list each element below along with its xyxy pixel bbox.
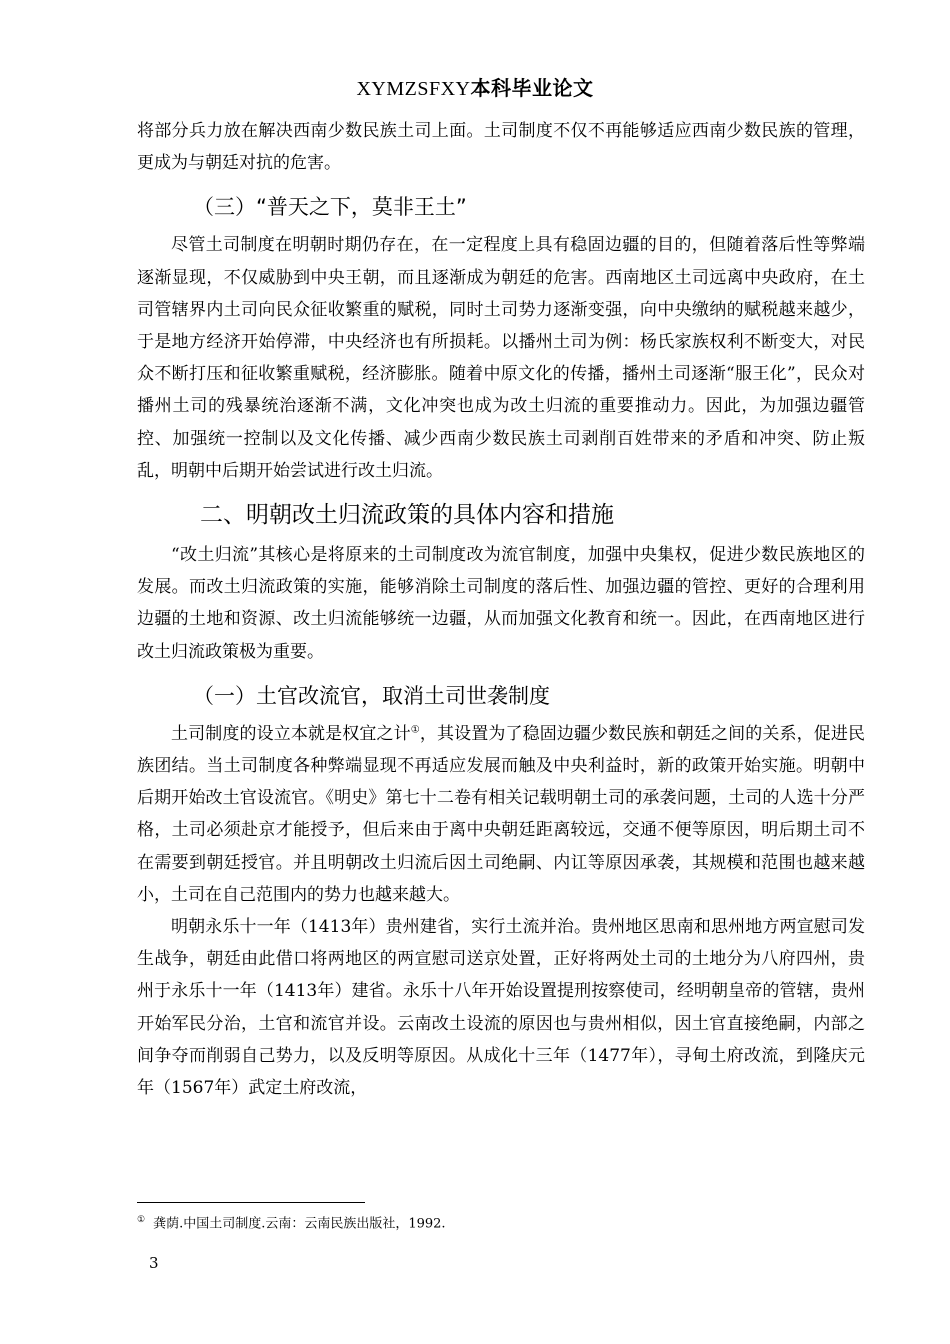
- section-heading-san: （三）“普天之下，莫非王土”: [193, 195, 467, 220]
- footnote: [137, 1211, 446, 1233]
- footnote-separator: [137, 1202, 365, 1203]
- body-content: [137, 115, 865, 1104]
- running-header: [0, 72, 950, 101]
- section-heading-yi: （一）土官改流官，取消土司世袭制度: [193, 683, 550, 708]
- paragraph-continuation: 将部分兵力放在解决西南少数民族土司上面。土司制度不仅不再能够适应西南少数民族的管理，更成为与朝廷对抗的危害。: [137, 121, 865, 174]
- header-cjk: 本科毕业论文: [470, 76, 594, 100]
- paragraph-gaitu-core: “改土归流”其核心是将原来的土司制度改为流官制度，加强中央集权，促进少数民族地区的发展。而改土归流政策的实施，能够消除土司制度的落后性、加强边疆的管控、更好的合理利用边疆的土地和资源、改土归流能够统一边疆，从而加强文化教育和统一。因此，在西南地区进行改土归流政策极为重要。: [137, 545, 865, 662]
- paragraph-tusi-decline: 尽管土司制度在明朝时期仍存在，在一定程度上具有稳固边疆的目的，但随着落后性等弊端逐渐显现，不仅威胁到中央王朝，而且逐渐成为朝廷的危害。西南地区土司远离中央政府，在土司管辖界内土司向民众征收繁重的赋税，同时土司势力逐渐变强，向中央缴纳的赋税越来越少，于是地方经济开始停滞，中央经济也有所损耗。以播州土司为例：杨氏家族权利不断变大，对民众不断打压和征收繁重赋税，经济膨胀。随着中原文化的传播，播州土司逐渐“服王化”，民众对播州土司的残暴统治逐渐不满，文化冲突也成为改土归流的重要推动力。因此，为加强边疆管控、加强统一控制以及文化传播、减少西南少数民族土司剥削百姓带来的矛盾和冲突、防止叛乱，明朝中后期开始尝试进行改土归流。: [137, 235, 865, 481]
- footnote-text: 龚荫.中国土司制度.云南：云南民族出版社，1992.: [153, 1216, 446, 1232]
- header-latin: XYMZSFXY: [356, 78, 471, 100]
- footnote-reference[interactable]: ①: [410, 724, 420, 736]
- footnote-mark: ①: [137, 1215, 146, 1225]
- paragraph-guizhou-yunnan: 明朝永乐十一年（1413年）贵州建省，实行土流并治。贵州地区思南和思州地方两宣慰司发生战争，朝廷由此借口将两地区的两宣慰司送京处置，正好将两处土司的土地分为八府四州，贵州于永乐十一年（1413年）建省。永乐十八年开始设置提刑按察使司，经明朝皇帝的管辖，贵州开始军民分治，土官和流官并设。云南改土设流的原因也与贵州相似，因土官直接绝嗣，内部之间争夺而削弱自己势力，以及反明等原因。从成化十三年（1477年），寻甸土府改流，到隆庆元年（1567年）武定土府改流，: [137, 917, 865, 1099]
- chapter-heading-er: 二、明朝改土归流政策的具体内容和措施: [200, 502, 614, 529]
- paragraph-text-a: 土司制度的设立本就是权宜之计: [171, 723, 411, 744]
- paragraph-text-b: ，其设置为了稳固边疆少数民族和朝廷之间的关系，促进民族团结。当土司制度各种弊端显现不再适应发展而触及中央利益时，新的政策开始实施。明朝中后期开始改土官设流官。《明史》第七十二卷有相关记载明朝土司的承袭问题，土司的人选十分严格，土司必须赴京才能授予，但后来由于离中央朝廷距离较远，交通不便等原因，明后期土司不在需要到朝廷授官。并且明朝改土归流后因土司绝嗣、内讧等原因承袭，其规模和范围也越来越小，土司在自己范围内的势力也越来越大。: [137, 723, 866, 905]
- page-number: 3: [149, 1254, 159, 1272]
- paragraph-tuguan-liuguan: [137, 718, 865, 911]
